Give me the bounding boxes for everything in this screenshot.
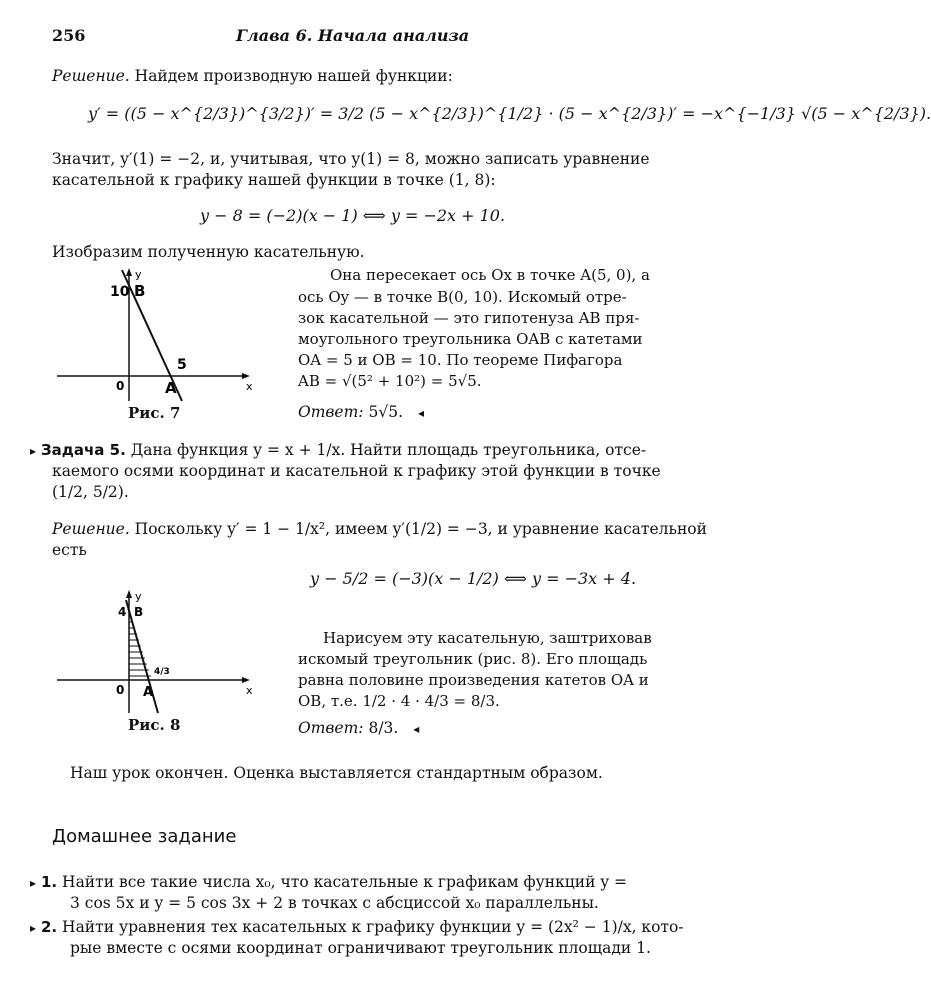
task-text-line: (1/2, 5/2).	[52, 483, 129, 501]
answer-2	[298, 718, 419, 740]
label-4-3: 4/3	[154, 667, 170, 677]
derivative-formula-text: y′ = ((5 − x^{2/3})^{3/2})′ = 3/2 (5 − x^{2/3})^{1/2} · (5 − x^{2/3})′ = −x^{−1/3} √(5 − x^{2/3}).	[88, 104, 931, 123]
label-B: B	[134, 282, 146, 300]
answer-label: Ответ:	[298, 403, 364, 421]
figure-8-caption: Рис. 8	[128, 716, 181, 734]
homework-item-2-line2: рые вместе с осями координат ограничивают треугольник площади 1.	[70, 939, 651, 957]
solution-intro	[52, 66, 453, 87]
paragraph-line: Она пересекает ось Ox в точке A(5, 0), а	[330, 266, 650, 284]
paragraph-line: зок касательной — это гипотенуза AB пря-	[298, 309, 640, 327]
closing-text: Наш урок окончен. Оценка выставляется стандартным образом.	[70, 764, 603, 782]
page-number: 256	[52, 26, 86, 45]
x-axis-arrow	[242, 677, 250, 683]
paragraph-line: OA = 5 и OB = 10. По теореме Пифагора	[298, 351, 623, 369]
paragraph-line: ось Oy — в точке B(0, 10). Искомый отре-	[298, 288, 627, 306]
task-5-line1	[30, 440, 646, 462]
text-line: Изобразим полученную касательную.	[52, 243, 365, 261]
homework-item-1	[30, 872, 627, 894]
paragraph-line: Нарисуем эту касательную, заштриховав	[323, 629, 652, 647]
paragraph-line: искомый треугольник (рис. 8). Его площадь	[298, 650, 648, 668]
x-axis-arrow	[242, 373, 250, 379]
homework-item-2	[30, 917, 684, 939]
paragraph-line: моугольного треугольника OAB с катетами	[298, 330, 643, 348]
tangent-equation: y − 8 = (−2)(x − 1) ⟺ y = −2x + 10.	[200, 206, 506, 225]
label-B: B	[134, 605, 144, 619]
solution-intro-text: Найдем производную нашей функции:	[129, 67, 453, 85]
answer-value: 5√5.	[368, 403, 403, 421]
derivative-formula	[88, 103, 931, 124]
homework-title: Домашнее задание	[52, 826, 237, 847]
y-axis-arrow	[126, 268, 132, 276]
label-A: A	[165, 379, 177, 397]
task-text: Дана функция y = x + 1/x. Найти площадь треугольника, отсе-	[125, 441, 647, 459]
label-4: 4	[118, 605, 127, 619]
task-label: Задача 5.	[40, 441, 126, 459]
item-text: Найти все такие числа x₀, что касательные к графикам функций y =	[62, 873, 627, 891]
label-5: 5	[177, 357, 187, 373]
end-mark: ◂	[417, 406, 424, 420]
paragraph-line: AB = √(5² + 10²) = 5√5.	[298, 372, 482, 390]
homework-item-1-line2: 3 cos 5x и y = 5 cos 3x + 2 в точках с абсциссой x₀ параллельны.	[70, 894, 599, 912]
answer-1	[298, 402, 424, 424]
figure-8	[52, 588, 262, 718]
label-10: 10	[110, 284, 130, 300]
text-line: касательной к графику нашей функции в точке (1, 8):	[52, 171, 496, 189]
item-number: 1.	[40, 873, 58, 891]
label-origin: 0	[116, 379, 125, 393]
item-number: 2.	[40, 918, 58, 936]
solution2-line1	[52, 519, 707, 540]
task-marker: ▸	[30, 444, 37, 458]
solution2-line2: есть	[52, 541, 87, 559]
label-origin: 0	[116, 683, 125, 697]
task-text-line: каемого осями координат и касательной к графику этой функции в точке	[52, 462, 661, 480]
text-line: Значит, y′(1) = −2, и, учитывая, что y(1) = 8, можно записать уравнение	[52, 150, 650, 168]
answer-label: Ответ:	[298, 719, 364, 737]
item-text: Найти уравнения тех касательных к графику функции y = (2x² − 1)/x, кото-	[62, 918, 684, 936]
item-marker: ▸	[30, 876, 37, 890]
answer-value: 8/3.	[368, 719, 399, 737]
paragraph-line: равна половине произведения катетов OA и	[298, 671, 649, 689]
solution-label: Решение.	[52, 67, 130, 85]
end-mark: ◂	[413, 722, 420, 736]
solution2-text: Поскольку y′ = 1 − 1/x², имеем y′(1/2) = −3, и уравнение касательной	[129, 520, 707, 538]
figure-7-caption: Рис. 7	[128, 404, 181, 422]
paragraph-line: OB, т.е. 1/2 · 4 · 4/3 = 8/3.	[298, 692, 500, 710]
label-y: y	[135, 268, 142, 281]
solution1-paragraph	[330, 265, 655, 286]
tangent-equation-2: y − 5/2 = (−3)(x − 1/2) ⟺ y = −3x + 4.	[310, 569, 637, 588]
label-x: x	[246, 380, 253, 393]
label-y: y	[135, 590, 142, 603]
label-A: A	[143, 685, 154, 700]
label-x: x	[246, 684, 253, 697]
figure-7	[52, 266, 262, 406]
item-marker: ▸	[30, 921, 37, 935]
chapter-title: Глава 6. Начала анализа	[236, 26, 470, 45]
solution-label: Решение.	[52, 520, 130, 538]
y-axis-arrow	[126, 590, 132, 598]
